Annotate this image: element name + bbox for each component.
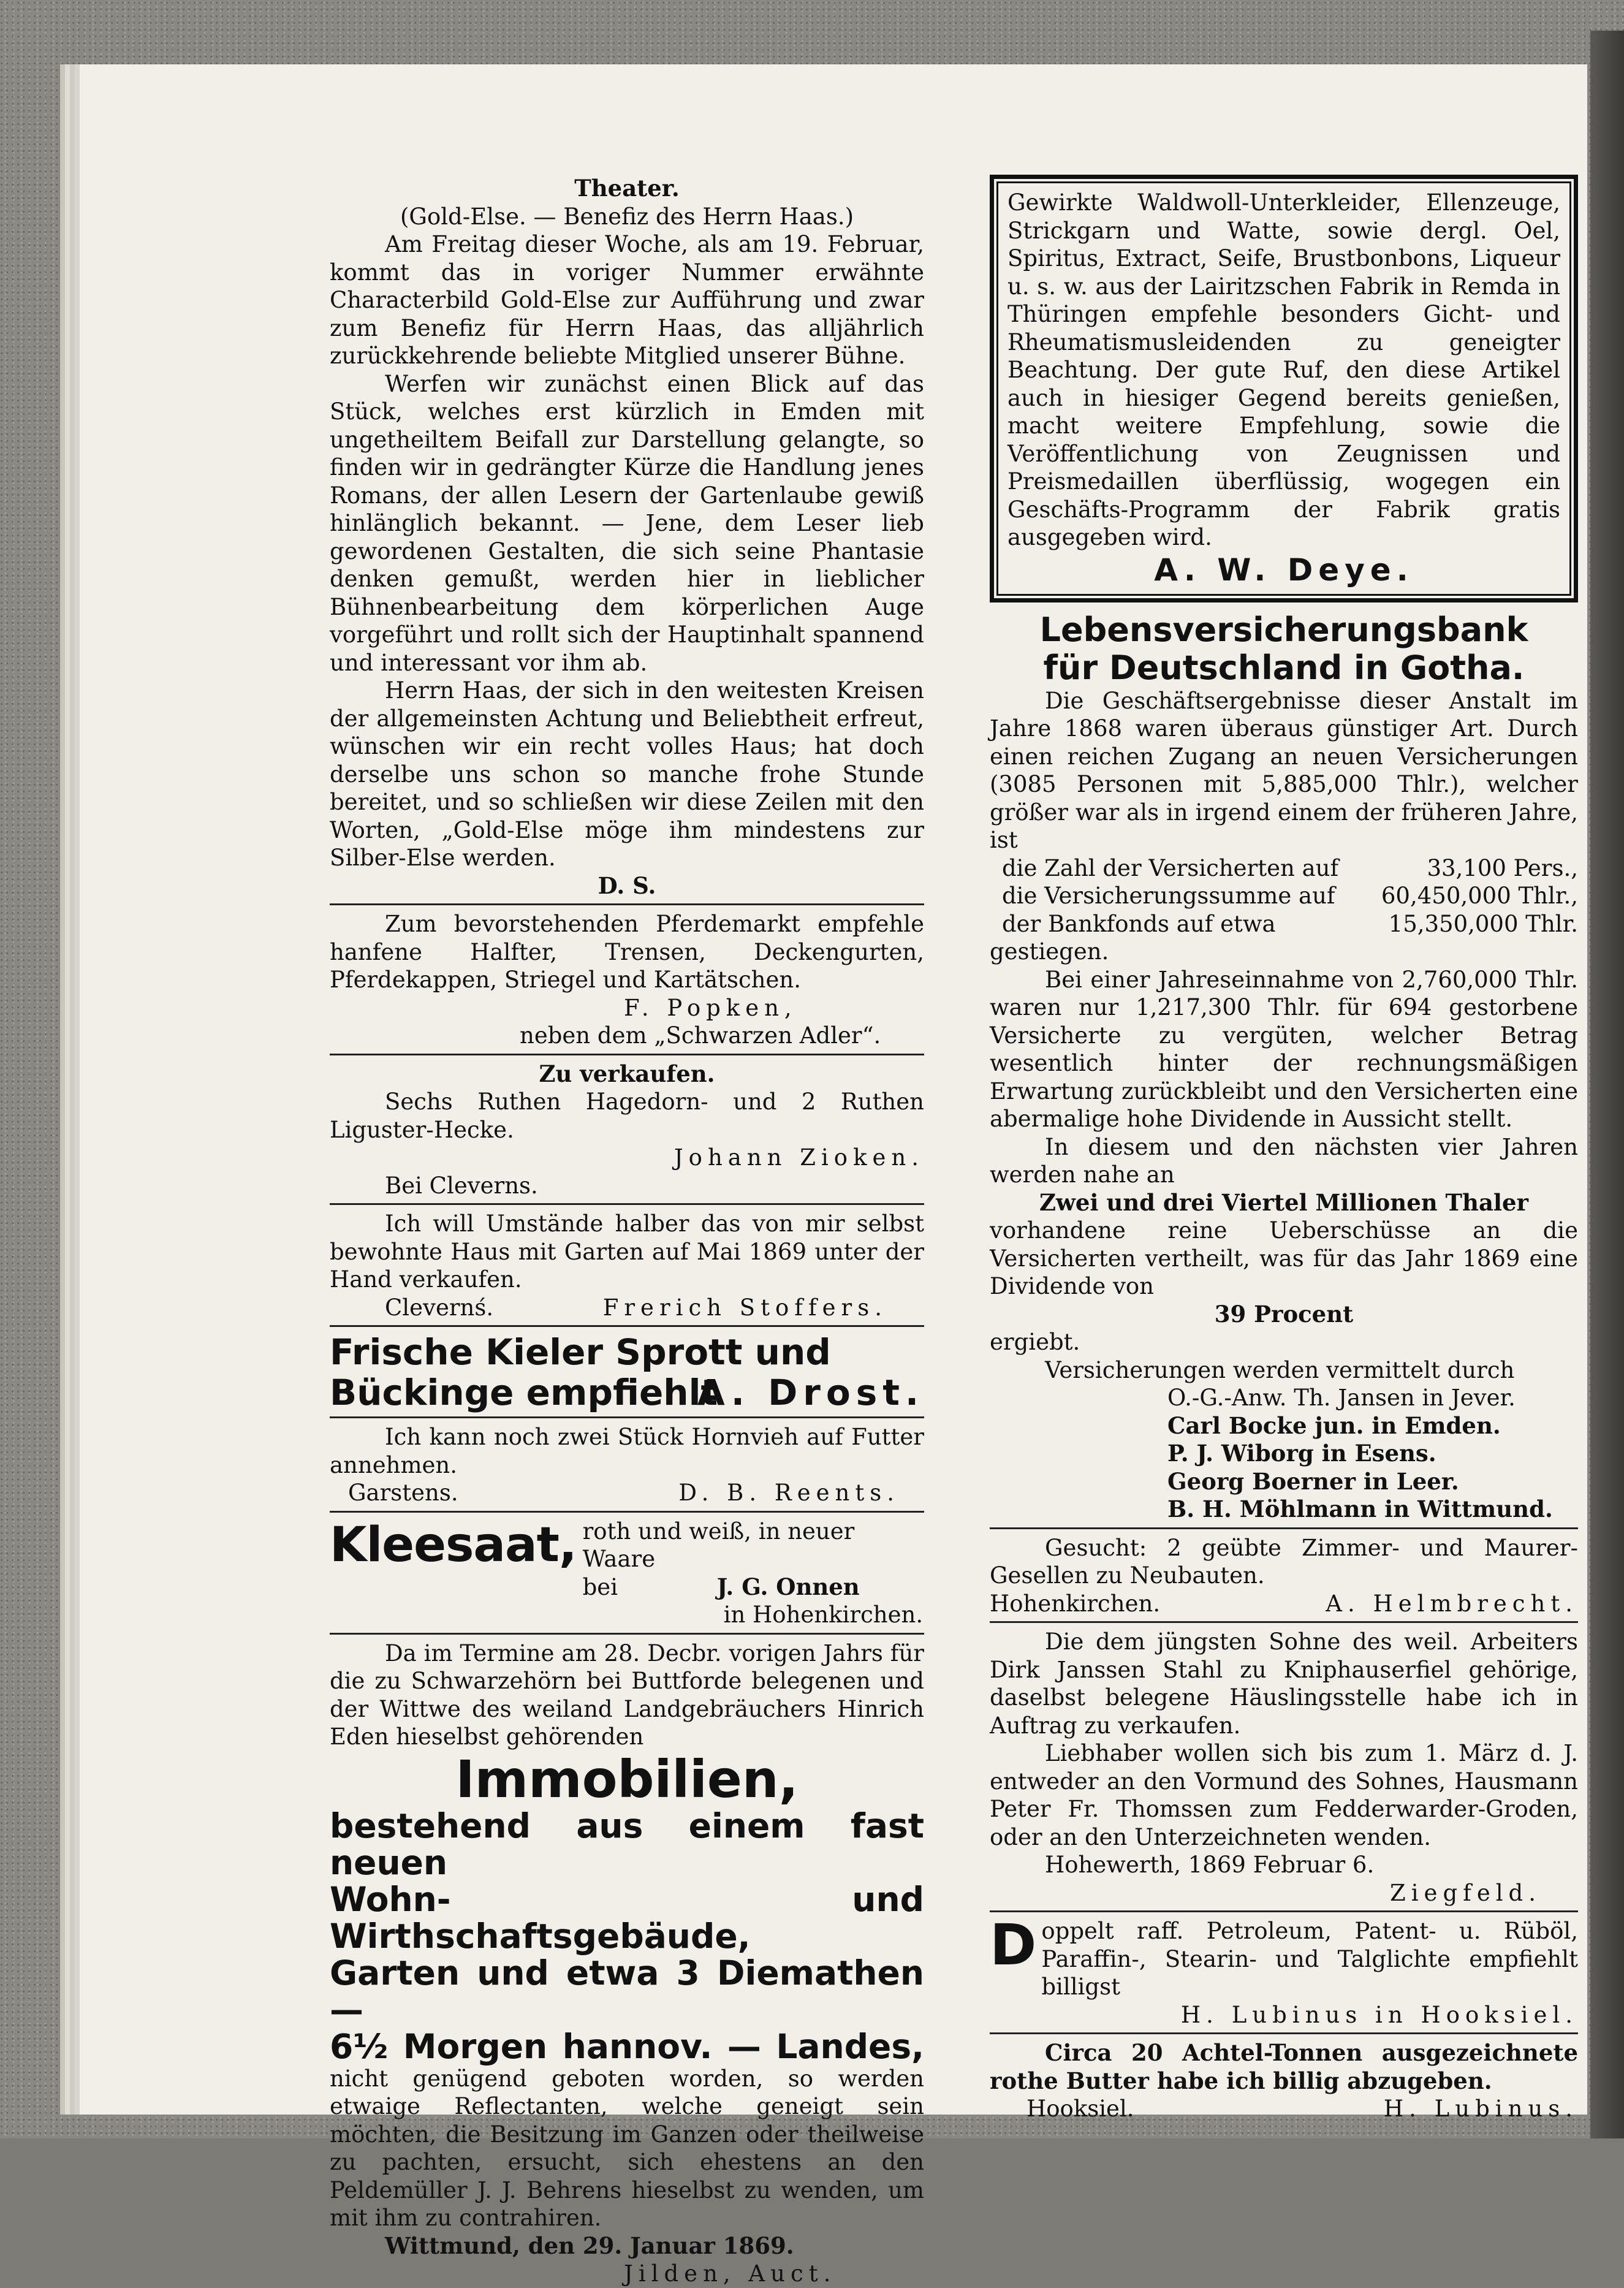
verkaufen-text: Sechs Ruthen Hagedorn- und 2 Ruthen Liguster-Hecke. bbox=[330, 1089, 924, 1143]
scan-edge-shadow bbox=[1590, 31, 1624, 2138]
divider bbox=[990, 1910, 1578, 1912]
bank-agents-intro: Versicherungen werden vermittelt durch bbox=[1045, 1356, 1515, 1383]
pferdemarkt-name: F. Popken, bbox=[624, 994, 797, 1021]
haeuslingsstelle-paragraph-2: Liebhaber wollen sich bis zum 1. März d. J. entweder an den Vormund des Sohnes, Hausmann Peter Fr. Thomssen zum Fedderwarder-Groden, oder an den Unterzeichneten wenden. bbox=[990, 1740, 1578, 1850]
bank-ergiebt: ergiebt. bbox=[990, 1329, 1080, 1355]
kleesaat-place: in Hohenkirchen. bbox=[723, 1602, 924, 1628]
hornvieh-name: D. B. Reents. bbox=[678, 1480, 900, 1506]
divider bbox=[990, 1527, 1578, 1529]
divider bbox=[330, 903, 924, 905]
left-column bbox=[330, 175, 924, 2288]
immobilien-big-4: 6½ Morgen hannov. — Landes, bbox=[330, 2026, 924, 2066]
butter-name: H. Lubinus. bbox=[1383, 2096, 1578, 2122]
pferdemarkt-text: Zum bevorstehenden Pferdemarkt empfehle hanfene Halfter, Trensen, Deckengurten, Pferdekappen, Striegel und Kartätschen. bbox=[330, 911, 924, 993]
immobilien-body: nicht genügend geboten worden, so werden etwaige Reflectanten, welche geneigt sein möchten, die Besitzung im Ganzen oder theilweise zu pachten, ersucht, sich ehestens an den Peldemüller J. J. Behrens hieselbst zu wenden, um mit ihm zu contrahiren. bbox=[330, 2065, 924, 2231]
divider bbox=[990, 1621, 1578, 1623]
theater-heading: Theater. bbox=[574, 175, 680, 202]
haus-name: Frerich Stoffers. bbox=[602, 1294, 887, 1321]
kleesaat-name: J. G. Onnen bbox=[716, 1573, 860, 1600]
petroleum-dropcap: D bbox=[990, 1917, 1037, 1978]
haeuslingsstelle-date: Hohewerth, 1869 Februar 6. bbox=[1045, 1852, 1375, 1878]
immobilien-big-1: bestehend aus einem fast neuen bbox=[330, 1806, 924, 1882]
kleesaat-word: Kleesaat, bbox=[330, 1517, 577, 1573]
bank-paragraph-2: Bei einer Jahreseinnahme von 2,760,000 Thlr. waren nur 1,217,300 Thlr. für 694 gestorbene Versicherte zu vergüten, welcher Betrag wesentlich hinter der rechnungsmäßigen Erwartung zurückbleibt und den Versicherten eine abermalige hohe Dividende in Aussicht stellt. bbox=[990, 966, 1578, 1132]
theater-paragraph-1: Am Freitag dieser Woche, als am 19. Februar, kommt das in voriger Nummer erwähnte Characterbild Gold-Else zur Aufführung und zwar zum Benefiz für Herrn Haas, das alljährlich zurückkehrende beliebte Mitglied unserer Bühne. bbox=[330, 231, 924, 369]
immobilien-big-3: Garten und etwa 3 Diemathen — bbox=[330, 1953, 924, 2029]
kleesaat-ad bbox=[330, 1518, 924, 1629]
theater-paragraph-2: Werfen wir zunächst einen Blick auf das Stück, welches erst kürzlich in Emden mit ungetheiltem Beifall zur Darstellung gelangte, so finden wir in gedrängter Kürze die Handlung jenes Romans, der allen Lesern der Gartenlaube gewiß hinlänglich bekannt. — Jene, dem Leser lieb gewordenen Gestalten, die sich seine Phantasie denken gemußt, werden hier in lieblicher Bühnenbearbeitung dem körperlichen Auge vorgeführt und rollt sich der Hauptinhalt spannend und interessant vor ihm ab. bbox=[330, 370, 924, 676]
agent: B. H. Möhlmann in Wittmund. bbox=[1167, 1496, 1553, 1522]
hornvieh-text: Ich kann noch zwei Stück Hornvieh auf Futter annehmen. bbox=[330, 1424, 924, 1478]
sprott-text: Frische Kieler Sprott und Bückinge empfiehlt bbox=[330, 1331, 831, 1413]
gesucht-name: A. Helmbrecht. bbox=[1326, 1590, 1578, 1617]
bank-bold-1: Zwei und drei Viertel Millionen Thaler bbox=[1039, 1188, 1529, 1216]
bank-title-1: Lebensversicherungsbank bbox=[1039, 610, 1528, 649]
immobilien-intro: Da im Termine am 28. Decbr. vorigen Jahrs für die zu Schwarzehörn bei Buttforde belegenen und der Wittwe des weiland Landgebräuchers Hinrich Eden hieselbst gehörenden bbox=[330, 1640, 924, 1750]
immobilien-title: Immobilien, bbox=[455, 1749, 799, 1809]
bank-paragraph-4: vorhandene reine Ueberschüsse an die Versicherten vertheilt, was für das Jahr 1869 eine Dividende von bbox=[990, 1217, 1578, 1299]
bank-bold-2: 39 Procent bbox=[1214, 1300, 1354, 1328]
petroleum-name: H. Lubinus in Hooksiel. bbox=[1180, 2001, 1578, 2028]
immobilien-date: Wittmund, den 29. Januar 1869. bbox=[385, 2232, 794, 2259]
agent: P. J. Wiborg in Esens. bbox=[1167, 1440, 1436, 1467]
bank-row-label: die Zahl der Versicherten auf bbox=[1002, 854, 1339, 881]
haus-text: Ich will Umstände halber das von mir selbst bewohnte Haus mit Garten auf Mai 1869 unter der Hand verkaufen. bbox=[330, 1211, 924, 1293]
divider bbox=[330, 1633, 924, 1635]
divider bbox=[330, 1054, 924, 1055]
verkaufen-heading: Zu verkaufen. bbox=[539, 1060, 715, 1087]
kleesaat-bei: bei bbox=[582, 1573, 618, 1600]
verkaufen-place: Bei Cleverns. bbox=[385, 1172, 538, 1199]
waldwolle-name: A. W. Deye. bbox=[1154, 552, 1414, 588]
agent: Carl Bocke jun. in Emden. bbox=[1167, 1412, 1501, 1439]
verkaufen-name: Johann Zioken. bbox=[674, 1144, 924, 1171]
kleesaat-line-1: roth und weiß, in neuer Waare bbox=[582, 1518, 855, 1572]
bank-title-2: für Deutschland in Gotha. bbox=[1043, 648, 1525, 687]
bank-gestiegen: gestiegen. bbox=[990, 938, 1109, 965]
butter-place: Hooksiel. bbox=[1026, 2096, 1134, 2122]
divider bbox=[990, 2032, 1578, 2034]
petroleum-ad bbox=[990, 1917, 1578, 2029]
bank-agents-list bbox=[990, 1384, 1578, 1524]
bank-paragraph-3: In diesem und den nächsten vier Jahren werden nahe an bbox=[990, 1133, 1578, 1188]
divider bbox=[330, 1203, 924, 1205]
divider bbox=[330, 1325, 924, 1327]
bank-row-value: 60,450,000 Thlr., bbox=[1381, 883, 1578, 909]
bank-row-value: 33,100 Pers., bbox=[1427, 854, 1578, 881]
hornvieh-place: Garstens. bbox=[348, 1480, 458, 1506]
haeuslingsstelle-name: Ziegfeld. bbox=[1390, 1879, 1541, 1906]
gesucht-place: Hohenkirchen. bbox=[990, 1590, 1161, 1617]
bank-figures bbox=[990, 854, 1578, 938]
bank-row-label: die Versicherungssumme auf bbox=[1002, 883, 1335, 909]
butter-text: Circa 20 Achtel-Tonnen ausgezeichnete rothe Butter habe ich billig abzugeben. bbox=[990, 2039, 1578, 2094]
haus-place: Clevernś. bbox=[385, 1294, 494, 1321]
gesucht-text: Gesucht: 2 geübte Zimmer- und Maurer-Gesellen zu Neubauten. bbox=[990, 1534, 1578, 1589]
bank-row-value: 15,350,000 Thlr. bbox=[1388, 910, 1578, 937]
right-column bbox=[990, 175, 1578, 2123]
bank-row-label: der Bankfonds auf etwa bbox=[1002, 910, 1276, 937]
waldwolle-text: Gewirkte Waldwoll-Unterkleider, Ellenzeuge, Strickgarn und Watte, sowie dergl. Oel, Spiritus, Extract, Seife, Brustbonbons, Liqueur u. s. w. aus der Lairitzschen Fabrik in Remda in Thüringen empfehle besonders Gicht- und Rheumatismusleidenden zu geneigter Beachtung. Der gute Ruf, den diese Artikel auch in hiesiger Gegend bereits genießen, macht weitere Empfehlung, sowie die Veröffentlichung von Zeugnissen und Preismedaillen überflüssig, wogegen ein Geschäfts-Programm der Fabrik gratis ausgegeben wird. bbox=[1007, 189, 1560, 550]
theater-subheading: (Gold-Else. — Benefiz des Herrn Haas.) bbox=[400, 203, 854, 230]
theater-signature: D. S. bbox=[598, 872, 656, 899]
waldwolle-ad bbox=[990, 175, 1578, 602]
divider bbox=[330, 1511, 924, 1513]
theater-paragraph-3: Herrn Haas, der sich in den weitesten Kreisen der allgemeinsten Achtung und Beliebtheit erfreut, wünschen wir ein recht volles Haus; hat doch derselbe uns schon so manche frohe Stunde bereitet, und so schließen wir diese Zeilen mit den Worten, „Gold-Else möge ihm mindestens zur Silber-Else werden. bbox=[330, 677, 924, 871]
agent: O.-G.-Anw. Th. Jansen in Jever. bbox=[1167, 1385, 1516, 1411]
sprott-name: A. Drost. bbox=[697, 1372, 924, 1413]
pferdemarkt-location: neben dem „Schwarzen Adler“. bbox=[520, 1022, 881, 1049]
divider bbox=[330, 1416, 924, 1418]
immobilien-big-2: Wohn- und Wirthschaftsgebäude, bbox=[330, 1879, 924, 1956]
bank-paragraph-1: Die Geschäftsergebnisse dieser Anstalt im Jahre 1868 waren überaus günstiger Art. Durch einen reichen Zugang an neuen Versicherungen (3085 Personen mit 5,885,000 Thlr.), welcher größer war als in irgend einem der früheren Jahre, ist bbox=[990, 687, 1578, 853]
immobilien-signature: Jilden, Auct. bbox=[624, 2260, 837, 2287]
petroleum-text: oppelt raff. Petroleum, Patent- u. Rüböl, Paraffin-, Stearin- und Talglichte empfiehlt billigst bbox=[1041, 1918, 1578, 2000]
agent: Georg Boerner in Leer. bbox=[1167, 1467, 1459, 1495]
haeuslingsstelle-paragraph-1: Die dem jüngsten Sohne des weil. Arbeiters Dirk Janssen Stahl zu Kniphauserfiel gehörige, daselbst belegene Häuslingsstelle habe ich in Auftrag zu verkaufen. bbox=[990, 1629, 1578, 1739]
